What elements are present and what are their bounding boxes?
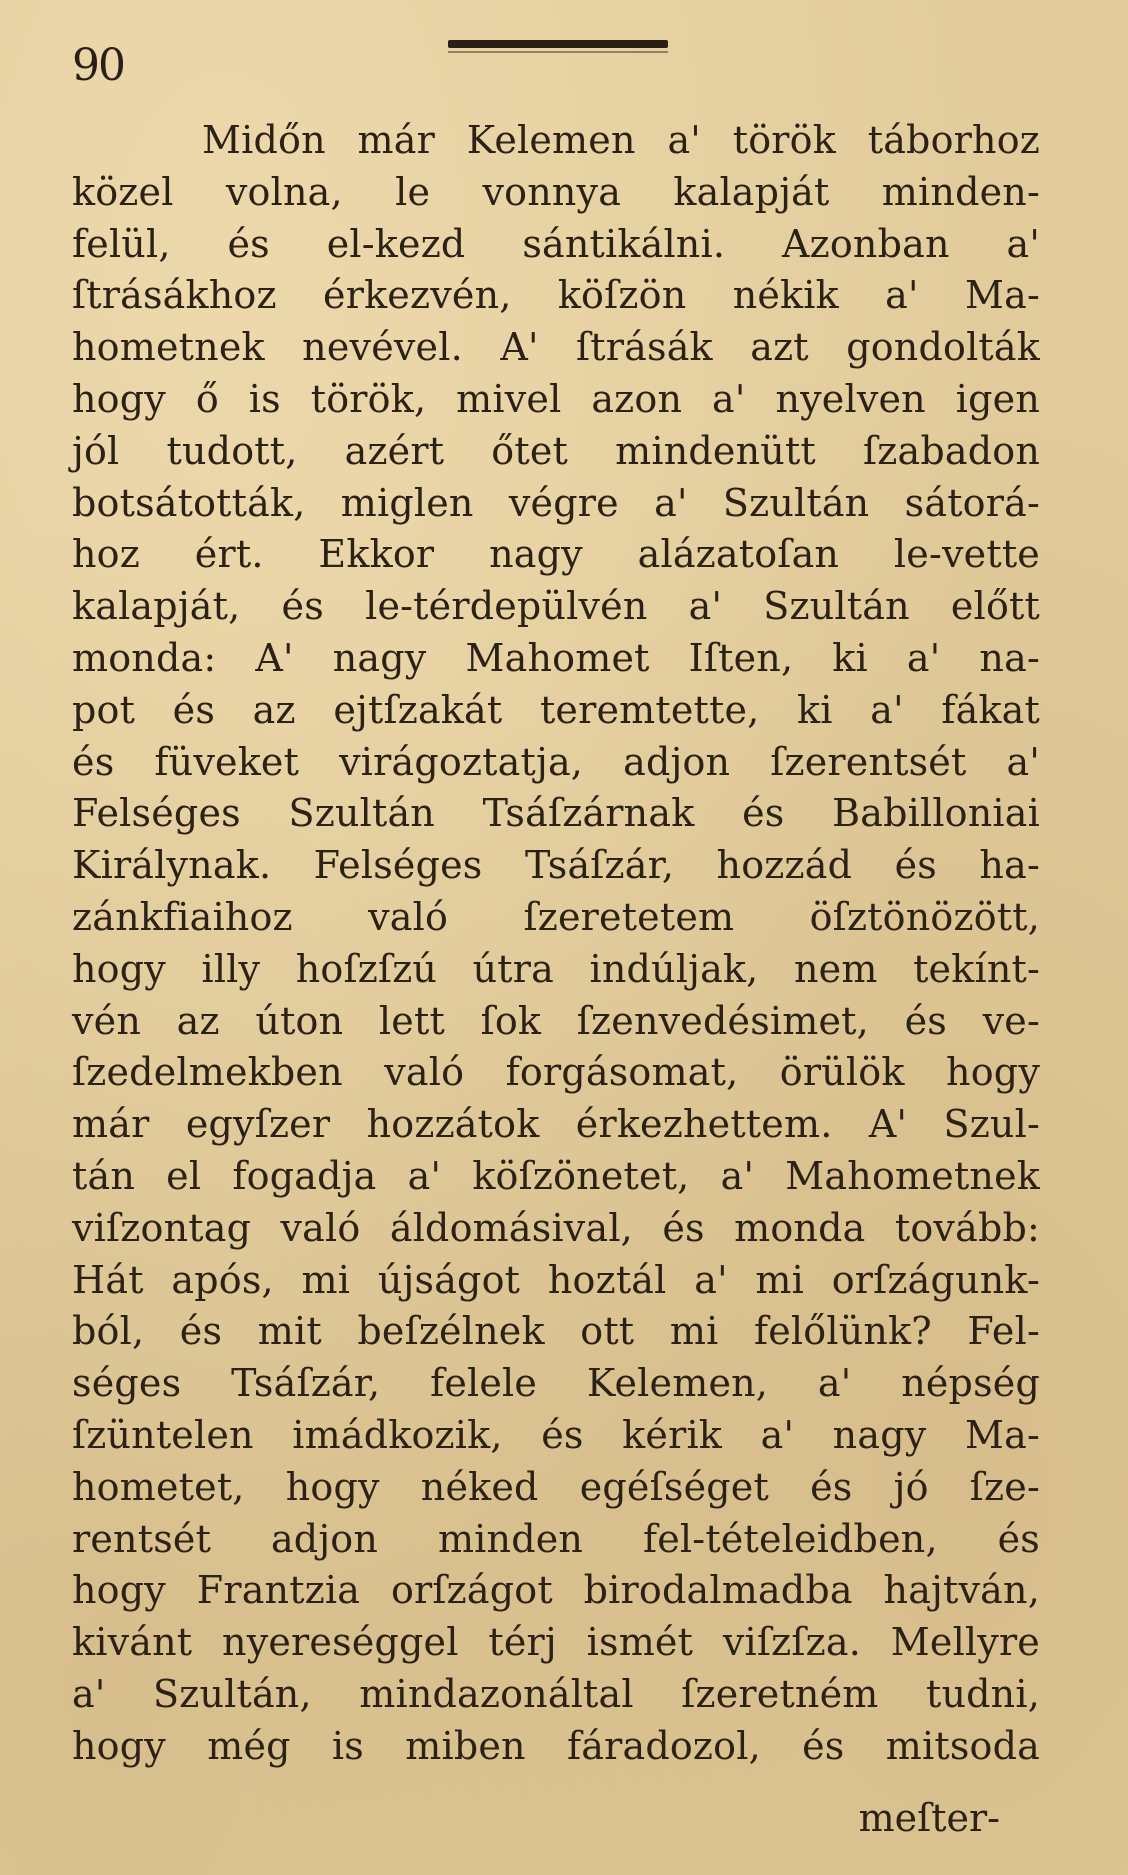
text-line: ſzüntelen imádkozik, és kérik a' nagy Ma- [72,1412,1040,1457]
text-line: hometet, hogy néked egéſséget és jó ſze- [72,1464,1040,1509]
text-line: kalapját, és le-térdepülvén a' Szultán előtt [72,584,1040,629]
text-line: hoz ért. Ekkor nagy alázatoſan le-vette [72,532,1040,577]
text-line: a' Szultán, mindazonáltal ſzeretném tudni, [72,1671,1040,1716]
text-line: ſzedelmekben való forgásomat, örülök hogy [72,1050,1040,1095]
text-line: viſzontag való áldomásival, és monda tovább: [72,1205,1040,1250]
text-line: hogy Frantzia orſzágot birodalmadba hajtván, [72,1568,1040,1613]
text-line: séges Tsáſzár, felele Kelemen, a' népség [72,1361,1040,1406]
text-line: közel volna, le vonnya kalapját minden- [72,169,1040,214]
catchword: meſter- [858,1796,1000,1840]
header-rule [448,40,668,48]
text-line: zánkfiaihoz való ſzeretetem öſztönözött, [72,894,1040,939]
text-line: jól tudott, azért őtet mindenütt ſzabadon [72,428,1040,473]
text-line: Midőn már Kelemen a' török táborhoz [202,118,1040,162]
body-text [72,115,1040,1773]
page-number: 90 [72,40,124,91]
text-line: rentsét adjon minden fel-tételeidben, és [72,1516,1040,1561]
text-line: monda: A' nagy Mahomet Iſten, ki a' na- [72,635,1040,680]
text-line: hogy még is miben fáradozol, és mitsoda [72,1723,1040,1768]
text-line: felül, és el-kezd sántikálni. Azonban a' [72,221,1040,266]
text-line: pot és az ejtſzakát teremtette, ki a' fákat [72,687,1040,732]
text-line: és füveket virágoztatja, adjon ſzerentsét a' [72,739,1040,784]
text-line: kivánt nyereséggel térj ismét viſzſza. Mellyre [72,1620,1040,1665]
text-line: ból, és mit beſzélnek ott mi felőlünk? Fel- [72,1309,1040,1354]
text-line: tán el fogadja a' köſzönetet, a' Mahometnek [72,1153,1040,1198]
text-line: hogy ő is török, mivel azon a' nyelven igen [72,376,1040,421]
text-line: ſtrásákhoz érkezvén, köſzön nékik a' Ma- [72,273,1040,318]
text-line: vén az úton lett ſok ſzenvedésimet, és ve- [72,998,1040,1043]
text-line: Királynak. Felséges Tsáſzár, hozzád és ha- [72,843,1040,888]
text-line: Felséges Szultán Tsáſzárnak és Babilloniai [72,791,1040,836]
text-line: hometnek nevével. A' ſtrásák azt gondolták [72,325,1040,370]
text-line: Hát após, mi újságot hoztál a' mi orſzágunk- [72,1257,1040,1302]
text-line: hogy illy hoſzſzú útra indúljak, nem tekínt- [72,946,1040,991]
text-line: botsátották, miglen végre a' Szultán sátorá- [72,480,1040,525]
text-line: már egyſzer hozzátok érkezhettem. A' Szul- [72,1102,1040,1147]
